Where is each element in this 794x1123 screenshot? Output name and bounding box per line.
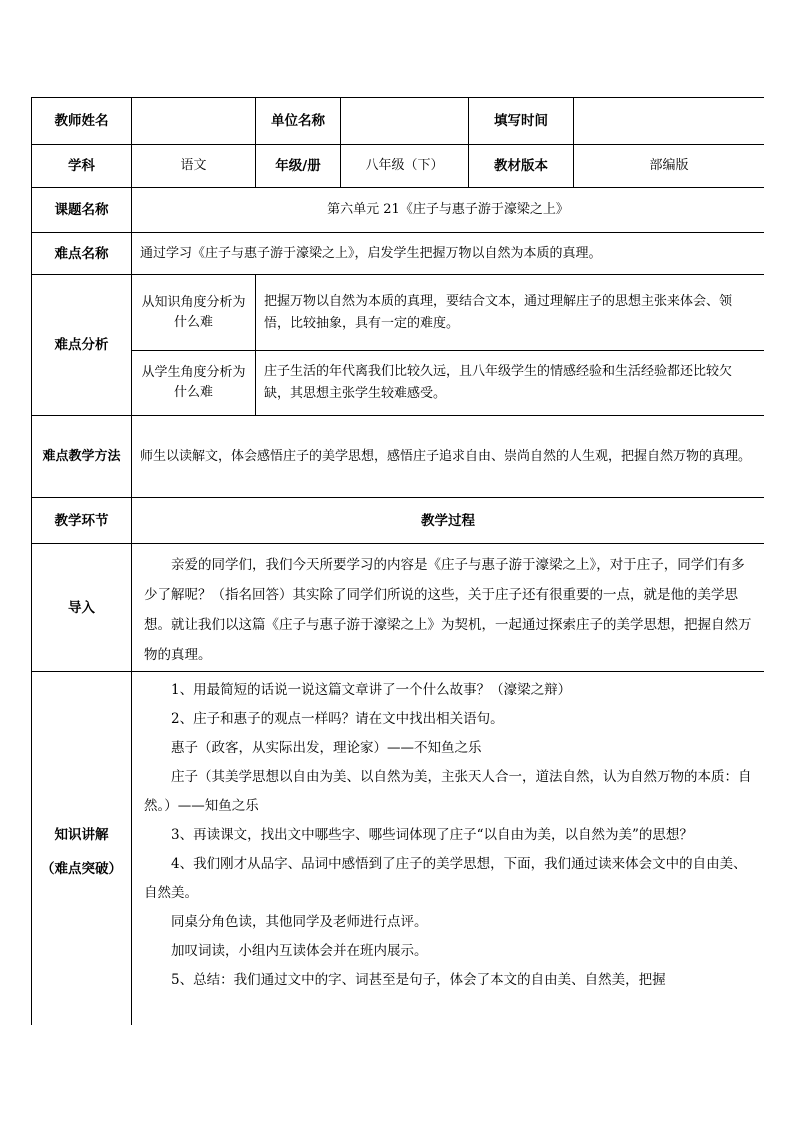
teaching-method-label: 难点教学方法 [32, 416, 132, 498]
knowledge-angle-label: 从知识角度分析为什么难 [132, 275, 256, 351]
lesson-plan-table [31, 97, 764, 1025]
teaching-stage-label: 教学环节 [32, 498, 132, 544]
unit-name-field[interactable] [341, 98, 469, 145]
student-angle-label: 从学生角度分析为什么难 [132, 351, 256, 416]
knowledge-explain-label: 知识讲解 [54, 826, 109, 843]
row-lesson [32, 188, 765, 233]
unit-name-label: 单位名称 [256, 98, 341, 145]
row-header-1 [32, 98, 765, 145]
row-method [32, 416, 765, 498]
difficulty-name-label: 难点名称 [32, 233, 132, 275]
row-header-2 [32, 145, 765, 188]
edition-label: 教材版本 [469, 145, 574, 188]
student-angle-value: 庄子生活的年代离我们比较久远，且八年级学生的情感经验和生活经验都还比较欠缺，其思想主张学生较难感受。 [256, 351, 765, 416]
lesson-title-label: 课题名称 [32, 188, 132, 233]
lesson-title-value: 第六单元 21《庄子与惠子游于濠梁之上》 [132, 188, 765, 233]
subject-value: 语文 [132, 145, 256, 188]
row-knowledge [32, 672, 765, 1026]
difficulty-analysis-label: 难点分析 [32, 275, 132, 416]
grade-label: 年级/册 [256, 145, 341, 188]
teaching-method-value: 师生以读解文，体会感悟庄子的美学思想，感悟庄子追求自由、崇尚自然的人生观，把握自然万物的真理。 [132, 416, 765, 498]
teacher-name-label: 教师姓名 [32, 98, 132, 145]
knowledge-content [132, 672, 765, 1026]
knowledge-paragraph: 惠子（政客，从实际出发，理论家）——不知鱼之乐 [171, 740, 482, 756]
knowledge-paragraph: 同桌分角色读，其他同学及老师进行点评。 [171, 914, 428, 930]
knowledge-paragraph: 1、用最简短的话说一说这篇文章讲了一个什么故事？（濠梁之辩） [171, 682, 572, 698]
knowledge-paragraph: 3、再读课文，找出文中哪些字、哪些词体现了庄子“以自由为美，以自然为美”的思想？ [171, 827, 693, 843]
knowledge-paragraph: 5、总结：我们通过文中的字、词甚至是句子，体会了本文的自由美、自然美，把握 [171, 972, 666, 988]
knowledge-paragraph: 庄子（其美学思想以自由为美、以自然为美，主张天人合一，道法自然，认为自然万物的本质：自然。）——知鱼之乐 [144, 769, 752, 814]
fill-date-field[interactable] [574, 98, 765, 145]
teacher-name-field[interactable] [132, 98, 256, 145]
row-intro [32, 544, 765, 672]
knowledge-explain-sublabel: （难点突破） [41, 860, 122, 877]
row-analysis-knowledge [32, 275, 765, 351]
fill-date-label: 填写时间 [469, 98, 574, 145]
row-process-header [32, 498, 765, 544]
knowledge-paragraph: 2、庄子和惠子的观点一样吗？请在文中找出相关语句。 [171, 711, 504, 727]
knowledge-paragraph: 4、我们刚才从品字、品词中感悟到了庄子的美学思想，下面，我们通过读来体会文中的自由美、自然美。 [144, 856, 747, 901]
intro-label: 导入 [32, 544, 132, 672]
lesson-plan-sheet [31, 97, 764, 1025]
difficulty-name-value: 通过学习《庄子与惠子游于濠梁之上》，启发学生把握万物以自然为本质的真理。 [132, 233, 765, 275]
edition-value: 部编版 [574, 145, 765, 188]
intro-text: 亲爱的同学们，我们今天所要学习的内容是《庄子与惠子游于濠梁之上》，对于庄子，同学们有多少了解呢？（指名回答）其实除了同学们所说的这些，关于庄子还有很重要的一点，就是他的美学思想。就让我们以这篇《庄子与惠子游于濠梁之上》为契机，一起通过探索庄子的美学思想，把握自然万物的真理。 [144, 556, 752, 663]
knowledge-angle-value: 把握万物以自然为本质的真理，要结合文本，通过理解庄子的思想主张来体会、领悟，比较抽象，具有一定的难度。 [256, 275, 765, 351]
teaching-process-label: 教学过程 [132, 498, 765, 544]
row-analysis-student [32, 351, 765, 416]
row-difficulty [32, 233, 765, 275]
subject-label: 学科 [32, 145, 132, 188]
grade-value: 八年级（下） [341, 145, 469, 188]
knowledge-explain-label-cell [32, 672, 132, 1026]
knowledge-paragraph: 加叹词读，小组内互读体会并在班内展示。 [171, 943, 428, 959]
intro-content [132, 544, 765, 672]
